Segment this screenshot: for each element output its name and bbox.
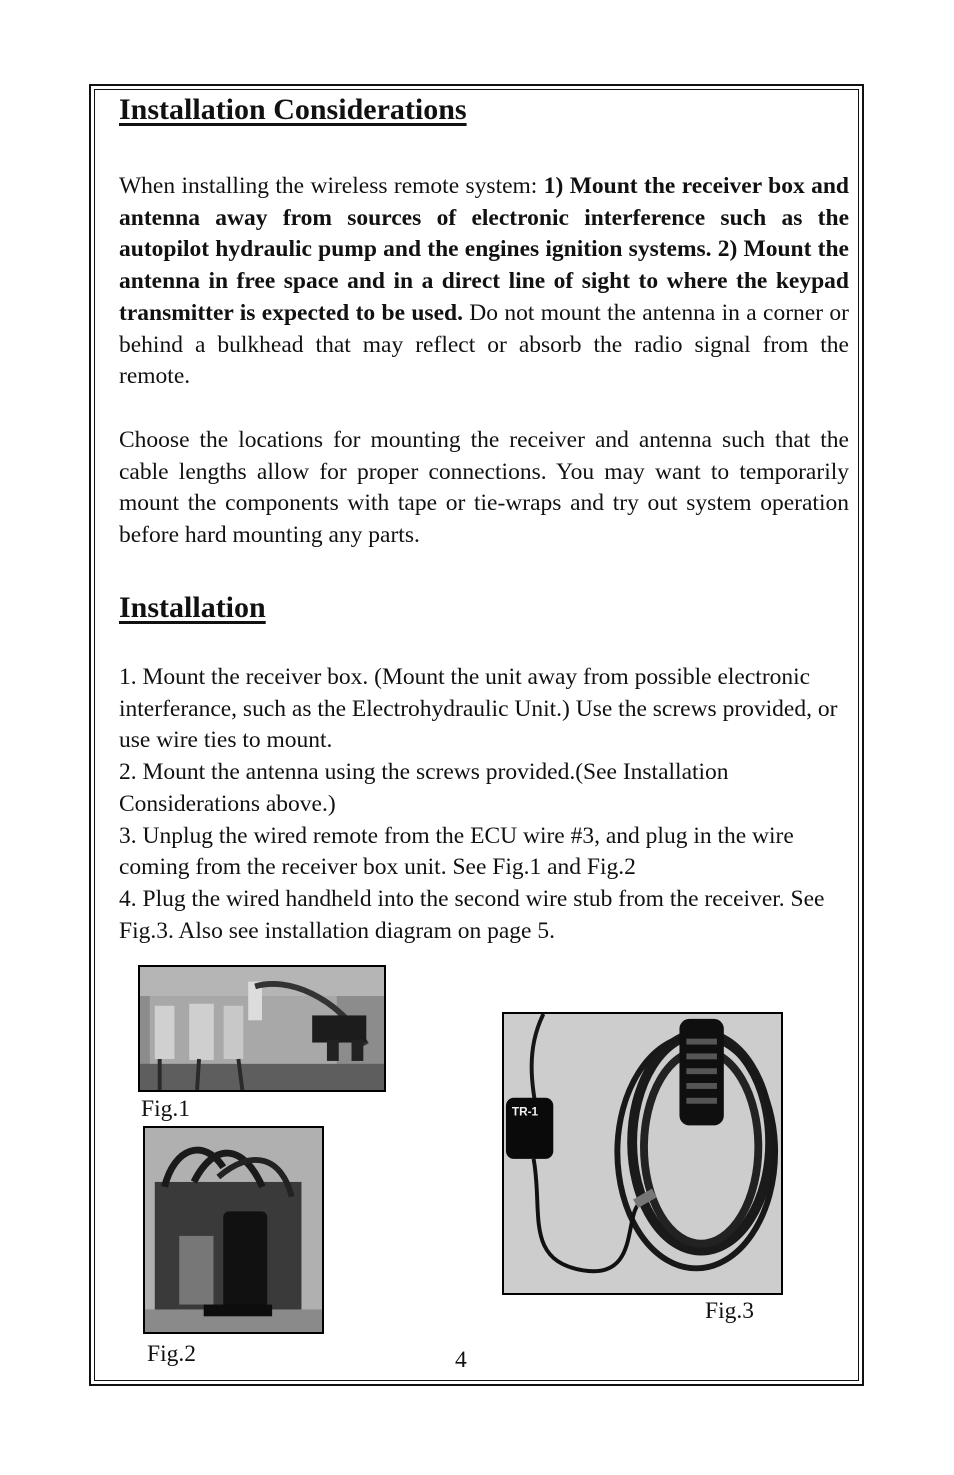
fig3-photo [502, 1012, 783, 1295]
installation-steps [119, 662, 859, 947]
installation-step: 3. Unplug the wired remote from the ECU wire #3, and plug in the wire coming from the receiver box unit. See Fig.1 and Fig.2 [119, 822, 794, 881]
fig3-device-label: TR-1 [511, 1104, 539, 1119]
fig3-caption: Fig.3 [705, 1298, 754, 1324]
installation-step: 2. Mount the antenna using the screws provided.(See Installation Considerations above.) [119, 759, 729, 817]
section-heading-installation: Installation [119, 591, 266, 624]
para1-intro: When installing the wireless remote system: [119, 173, 544, 199]
considerations-paragraph-2: Choose the locations for mounting the receiver and antenna such that the cable lengths allow for proper connections. You may want to temporarily mount the components with tape or tie-wraps and try out system operation before hard mounting any parts. [119, 427, 849, 549]
fig2-caption: Fig.2 [147, 1341, 196, 1367]
fig1-photo [138, 965, 386, 1092]
installation-step: 1. Mount the receiver box. (Mount the unit away from possible electronic interferance, such as the Electrohydraulic Unit.) Use the screws provided, or use wire ties to mount. [119, 664, 838, 754]
para1-tail: Do not mount the antenna in a corner or behind a bulkhead that may reflect or absorb the radio signal from the remote. [119, 299, 849, 390]
fig2-photo [143, 1126, 324, 1334]
fig1-caption: Fig.1 [141, 1096, 190, 1122]
page-number: 4 [455, 1347, 467, 1373]
section-heading-considerations: Installation Considerations [119, 93, 467, 126]
considerations-paragraph-1 [119, 171, 849, 393]
installation-step: 4. Plug the wired handheld into the second wire stub from the receiver. See Fig.3. Also see installation diagram on page 5. [119, 885, 825, 944]
para1-bold-instructions: 1) Mount the receiver box and antenna away from sources of electronic interference such as the autopilot hydraulic pump and the engines ignition systems. 2) Mount the antenna in free space and in a direct line of sight to where the keypad transmitter is expected to be used. [119, 173, 849, 326]
